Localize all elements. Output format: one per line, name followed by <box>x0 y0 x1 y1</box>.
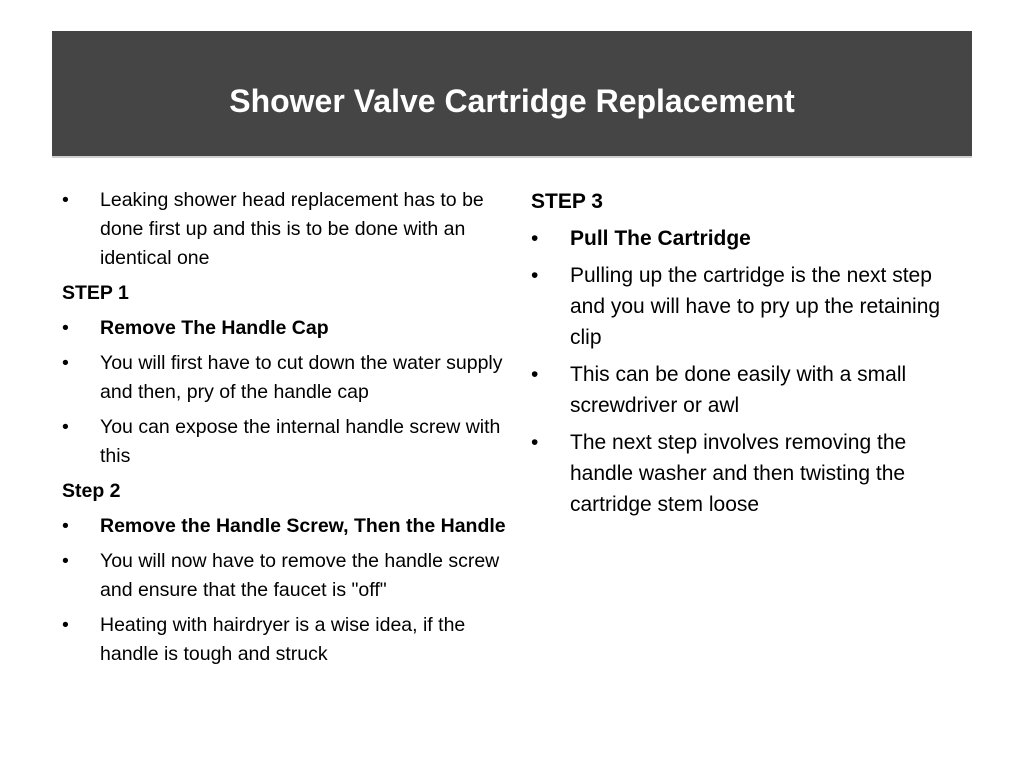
bullet-icon: • <box>531 227 539 250</box>
left-bullet-text: You can expose the internal handle screw with this <box>100 416 501 467</box>
bullet-icon: • <box>62 614 69 636</box>
left-bullet-item <box>62 413 512 471</box>
left-bullet-text: You will now have to remove the handle screw and ensure that the faucet is "off" <box>100 550 500 601</box>
left-bullet-item <box>62 186 512 273</box>
left-bullet-item <box>62 314 512 343</box>
bullet-icon: • <box>531 363 539 386</box>
right-column <box>531 186 971 526</box>
bullet-icon: • <box>531 264 539 287</box>
left-step-heading: STEP 1 <box>62 282 129 304</box>
left-bullet-text: You will first have to cut down the water supply and then, pry of the handle cap <box>100 352 503 403</box>
bullet-icon: • <box>62 317 69 339</box>
left-bullet-item <box>62 547 512 605</box>
bullet-icon: • <box>62 352 69 374</box>
right-bullet-text: This can be done easily with a small screwdriver or awl <box>570 363 907 417</box>
bullet-icon: • <box>62 189 69 211</box>
left-bullet-item <box>62 349 512 407</box>
right-bullet-text: The next step involves removing the handle washer and then twisting the cartridge stem loose <box>570 431 907 516</box>
bullet-icon: • <box>531 431 539 454</box>
left-bullet-text: Leaking shower head replacement has to be done first up and this is to be done with an identical one <box>100 189 484 269</box>
left-step-heading: Step 2 <box>62 480 121 502</box>
left-column <box>62 186 512 675</box>
right-bullet-item <box>531 260 971 353</box>
left-bullet-text: Remove the Handle Screw, Then the Handle <box>100 515 506 537</box>
right-step-heading: STEP 3 <box>531 190 603 213</box>
right-bullet-text: Pulling up the cartridge is the next step and you will have to pry up the retaining clip <box>570 264 941 349</box>
bullet-icon: • <box>62 515 69 537</box>
left-bullet-text: Remove The Handle Cap <box>100 317 329 339</box>
title-bar <box>52 31 972 158</box>
right-bullet-item <box>531 223 971 254</box>
left-bullet-item <box>62 611 512 669</box>
right-bullet-item <box>531 427 971 520</box>
slide-title: Shower Valve Cartridge Replacement <box>229 83 795 119</box>
left-bullet-text: Heating with hairdryer is a wise idea, if the handle is tough and struck <box>100 614 466 665</box>
bullet-icon: • <box>62 550 69 572</box>
right-bullet-item <box>531 359 971 421</box>
right-bullet-text: Pull The Cartridge <box>570 227 751 250</box>
left-bullet-item <box>62 512 512 541</box>
bullet-icon: • <box>62 416 69 438</box>
